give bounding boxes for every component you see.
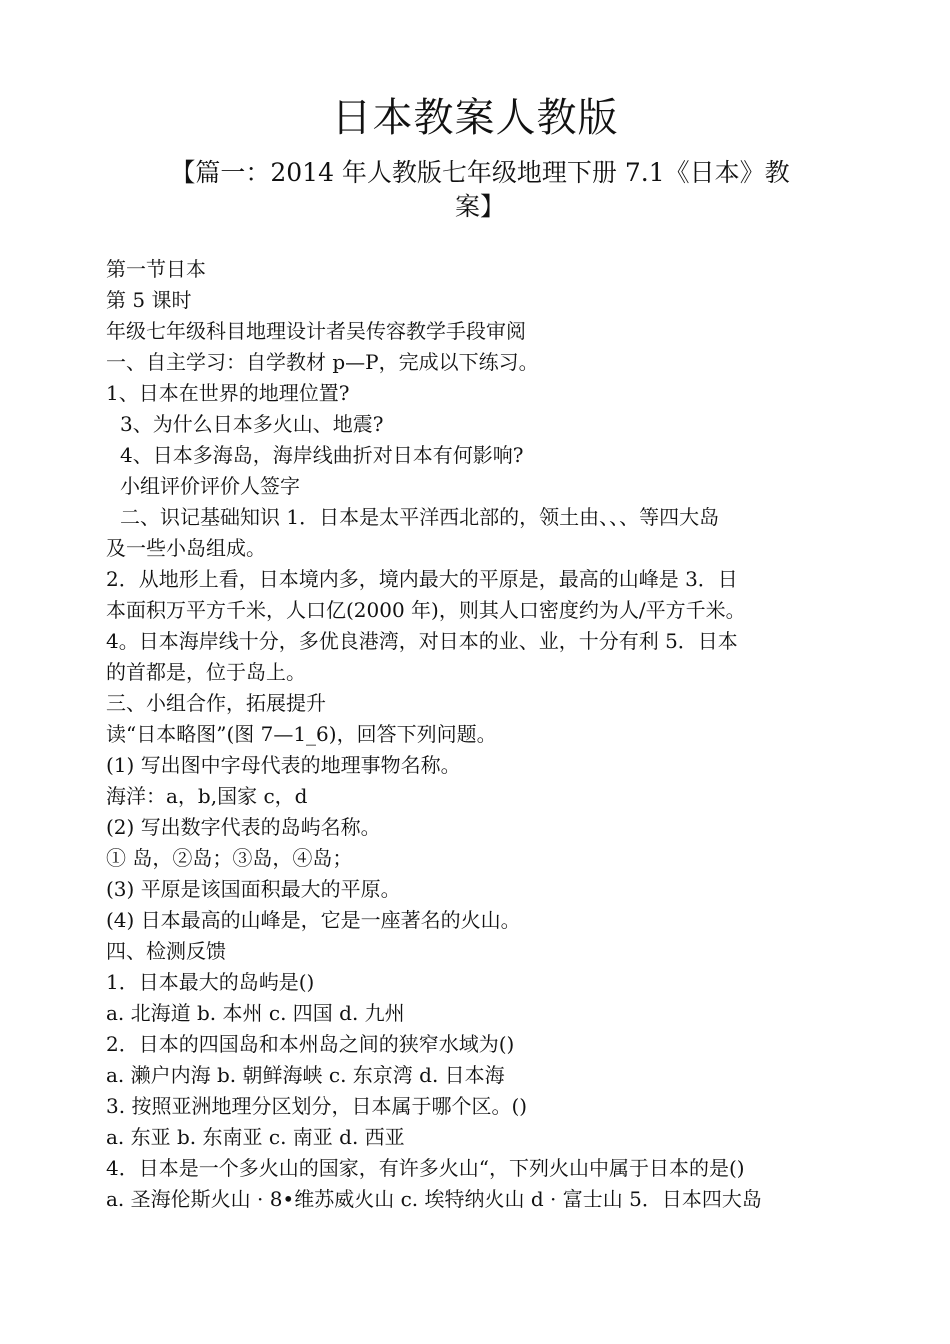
text-line: 4。日本海岸线十分，多优良港湾，对日本的业、业，十分有利 5．日本 (106, 629, 738, 653)
text-line: a. 东亚 b. 东南亚 c. 南亚 d. 西亚 (106, 1125, 405, 1149)
text-line: 第 5 课时 (106, 288, 192, 312)
document-body (106, 254, 846, 1215)
text-line: (2) 写出数字代表的岛屿名称。 (106, 815, 381, 839)
text-line: ① 岛，②岛；③岛，④岛； (106, 846, 353, 870)
text-line: 4．日本是一个多火山的国家，有许多火山“，下列火山中属于日本的是() (106, 1156, 745, 1180)
text-line: 读“日本略图”(图 7—1_6)，回答下列问题。 (106, 722, 497, 746)
text-line: 本面积万平方千米，人口亿(2000 年)，则其人口密度约为人/平方千米。 (106, 598, 746, 622)
text-line: 二、识记基础知识 1．日本是太平洋西北部的，领土由、、、等四大岛 (120, 505, 720, 529)
text-line: 一、自主学习：自学教材 p—P，完成以下练习。 (106, 350, 539, 374)
text-line: 及一些小岛组成。 (106, 536, 266, 560)
text-line: (3) 平原是该国面积最大的平原。 (106, 877, 401, 901)
document-subtitle (130, 156, 830, 224)
text-line: 1．日本最大的岛屿是() (106, 970, 315, 994)
text-line: 2．从地形上看，日本境内多，境内最大的平原是，最高的山峰是 3．日 (106, 567, 738, 591)
text-line: 的首都是，位于岛上。 (106, 660, 306, 684)
text-line: 2．日本的四国岛和本州岛之间的狭窄水域为() (106, 1032, 515, 1056)
subtitle-line-2: 案】 (454, 192, 505, 221)
text-line: 海洋：a，b,国家 c，d (106, 784, 308, 808)
text-line: 年级七年级科目地理设计者吴传容教学手段审阅 (106, 319, 526, 343)
text-line: 4、日本多海岛，海岸线曲折对日本有何影响? (120, 443, 524, 467)
text-line: a. 北海道 b. 本州 c. 四国 d. 九州 (106, 1001, 405, 1025)
text-line: 3. 按照亚洲地理分区划分，日本属于哪个区。() (106, 1094, 528, 1118)
text-line: 四、检测反馈 (106, 939, 226, 963)
text-line: a. 濑户内海 b. 朝鲜海峡 c. 东京湾 d. 日本海 (106, 1063, 505, 1087)
text-line: (4) 日本最高的山峰是，它是一座著名的火山。 (106, 908, 521, 932)
text-line: (1) 写出图中字母代表的地理事物名称。 (106, 753, 461, 777)
text-line: 小组评价评价人签字 (120, 474, 300, 498)
text-line: a. 圣海伦斯火山 · 8•维苏威火山 c. 埃特纳火山 d · 富士山 5．日本四大岛 (106, 1187, 762, 1211)
text-line: 1、日本在世界的地理位置? (106, 381, 350, 405)
text-line: 第一节日本 (106, 257, 206, 281)
document-title: 日本教案人教版 (331, 95, 619, 141)
text-line: 三、小组合作，拓展提升 (106, 691, 326, 715)
subtitle-line-1: 【篇一：2014 年人教版七年级地理下册 7.1《日本》教 (170, 158, 790, 187)
text-line: 3、为什么日本多火山、地震? (120, 412, 384, 436)
